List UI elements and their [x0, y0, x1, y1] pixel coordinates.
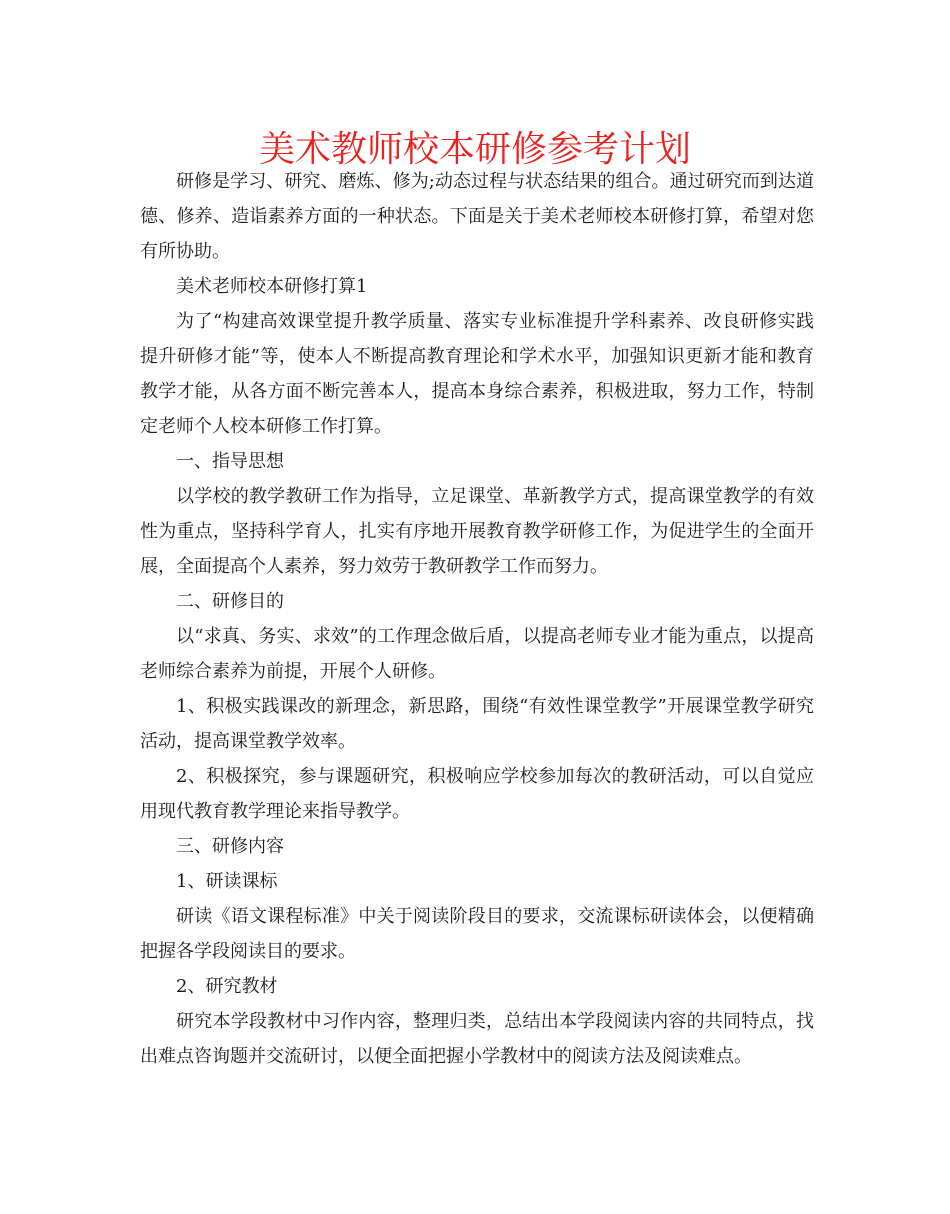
paragraph-plan-heading: 美术老师校本研修打算1: [176, 276, 368, 297]
paragraph-study-standards: 研读《语文课程标准》中关于阅读阶段目的要求，交流课标研读体会，以便精确把握各学段阅读目的要求。: [140, 906, 814, 962]
paragraph-goal-1: 1、积极实践课改的新理念，新思路，围绕“有效性课堂教学”开展课堂教学研究活动，提高课堂教学效率。: [140, 696, 814, 752]
paragraph-study-textbooks: 研究本学段教材中习作内容，整理归类，总结出本学段阅读内容的共同特点，找出难点咨询题并交流研讨，以便全面把握小学教材中的阅读方法及阅读难点。: [140, 1011, 814, 1067]
paragraph-purpose: 为了“构建高效课堂提升教学质量、落实专业标准提升学科素养、改良研修实践提升研修才能”等，使本人不断提高教育理论和学术水平，加强知识更新才能和教育教学才能，从各方面不断完善本人，提高本身综合素养，积极进取，努力工作，特制定老师个人校本研修工作打算。: [140, 311, 814, 437]
paragraph-guiding-thought: 以学校的教学教研工作为指导，立足课堂、革新教学方式，提高课堂教学的有效性为重点，坚持科学育人，扎实有序地开展教育教学研修工作，为促进学生的全面开展，全面提高个人素养，努力效劳于教研教学工作而努力。: [140, 486, 814, 577]
paragraph-intro: 研修是学习、研究、磨炼、修为;动态过程与状态结果的组合。通过研究而到达道德、修养、造诣素养方面的一种状态。下面是关于美术老师校本研修打算，希望对您有所协助。: [140, 171, 814, 262]
subheading-study-standards: 1、研读课标: [176, 871, 278, 892]
subheading-study-textbooks: 2、研究教材: [176, 976, 278, 997]
paragraph-goals: 以“求真、务实、求效”的工作理念做后盾，以提高老师专业才能为重点，以提高老师综合素养为前提，开展个人研修。: [140, 626, 814, 682]
document-body: [140, 164, 814, 1074]
section-heading-goals: 二、研修目的: [176, 591, 284, 612]
section-heading-content: 三、研修内容: [176, 836, 284, 857]
paragraph-goal-2: 2、积极探究，参与课题研究，积极响应学校参加每次的教研活动，可以自觉应用现代教育教学理论来指导教学。: [140, 766, 814, 822]
document-title: 美术教师校本研修参考计划: [258, 129, 691, 170]
section-heading-guiding-thought: 一、指导思想: [176, 451, 284, 472]
